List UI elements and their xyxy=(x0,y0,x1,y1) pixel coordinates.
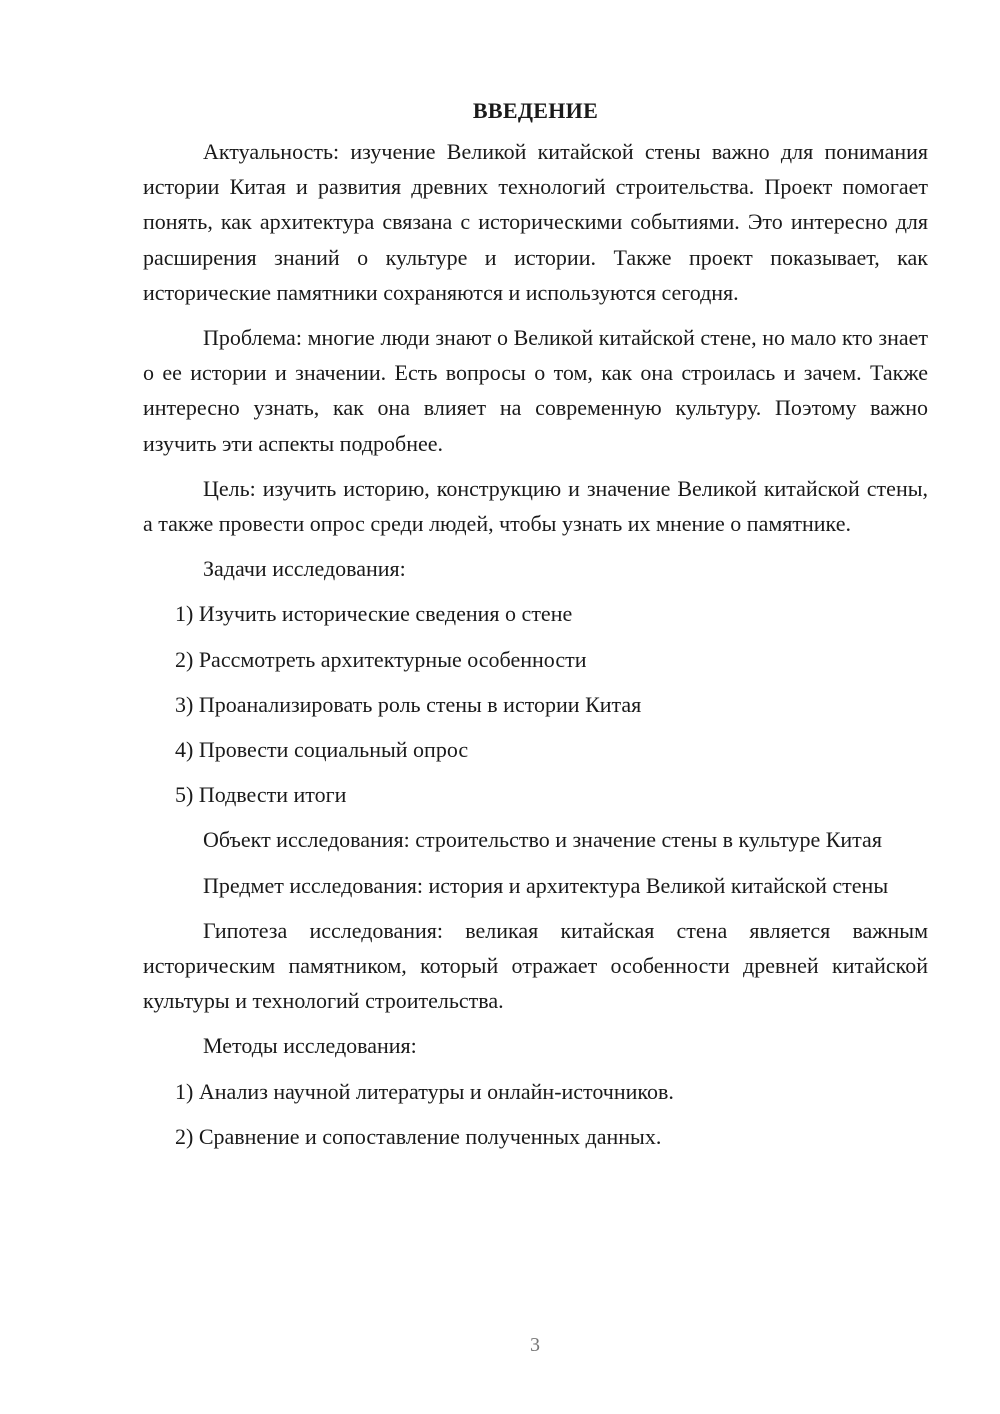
methods-list xyxy=(143,1074,928,1154)
goal-paragraph: Цель: изучить историю, конструкцию и значение Великой китайской стены, а также провести опрос среди людей, чтобы узнать их мнение о памятнике. xyxy=(143,475,928,537)
method-item: 2) Сравнение и сопоставление полученных данных. xyxy=(175,1123,662,1149)
page-content xyxy=(143,94,928,1164)
method-item: 1) Анализ научной литературы и онлайн-источников. xyxy=(175,1078,674,1104)
tasks-list xyxy=(143,596,928,812)
subject-paragraph: Предмет исследования: история и архитектура Великой китайской стены xyxy=(203,872,889,898)
task-item: 4) Провести социальный опрос xyxy=(175,737,469,763)
page-number: 3 xyxy=(530,1334,540,1356)
task-item: 5) Подвести итоги xyxy=(175,782,347,808)
task-item: 2) Рассмотреть архитектурные особенности xyxy=(175,646,587,672)
section-title: ВВЕДЕНИЕ xyxy=(472,98,599,123)
task-item: 1) Изучить исторические сведения о стене xyxy=(175,601,573,627)
hypothesis-paragraph: Гипотеза исследования: великая китайская стена является важным историческим памятником, который отражает особенности древней китайской культуры и технологий строительства. xyxy=(143,917,928,1014)
problem-paragraph: Проблема: многие люди знают о Великой китайской стене, но мало кто знает о ее истории и значении. Есть вопросы о том, как она строилась и зачем. Также интересно узнать, как она влияет на современную культуру. Поэтому важно изучить эти аспекты подробнее. xyxy=(143,325,928,456)
methods-heading: Методы исследования: xyxy=(203,1033,417,1059)
relevance-paragraph: Актуальность: изучение Великой китайской стены важно для понимания истории Китая и развития древних технологий строительства. Проект помогает понять, как архитектура связана с историческими событиями. Это интересно для расширения знаний о культуре и истории. Также проект показывает, как исторические памятники сохраняются и используются сегодня. xyxy=(143,139,928,305)
task-item: 3) Проанализировать роль стены в истории Китая xyxy=(175,691,642,717)
object-paragraph: Объект исследования: строительство и значение стены в культуре Китая xyxy=(203,827,882,853)
tasks-heading: Задачи исследования: xyxy=(203,556,406,582)
